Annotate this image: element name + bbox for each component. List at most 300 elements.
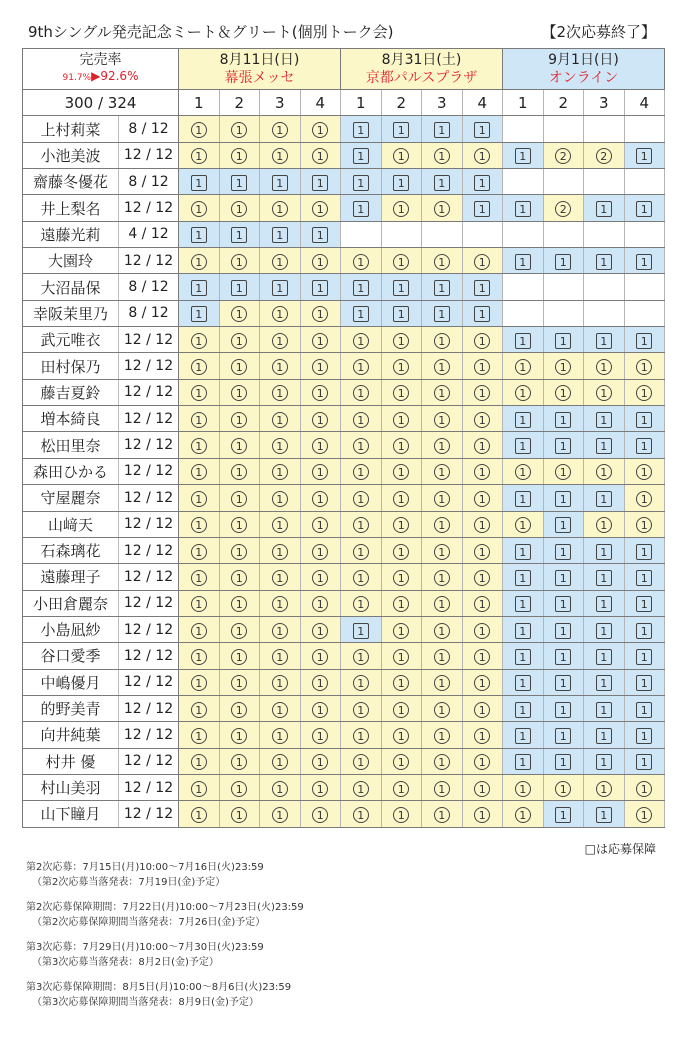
- circled-number-icon: 1: [474, 807, 490, 823]
- slot-cell: [584, 748, 625, 774]
- slot-cell: [260, 379, 301, 405]
- note-subline: （第2次応募保障期間当落発表：7月26日(金)予定）: [32, 916, 266, 928]
- note-line: 第2次応募：7月15日(月)10:00〜7月16日(火)23:59: [26, 862, 264, 873]
- slot-cell: [341, 432, 382, 458]
- member-name: 森田ひかる: [23, 458, 119, 484]
- slot-cell: [503, 406, 544, 432]
- slot-cell: [381, 590, 422, 616]
- slot-cell: [422, 616, 463, 642]
- slot-cell: [300, 537, 341, 563]
- squared-number-icon: 1: [474, 306, 490, 322]
- slot-cell: [543, 142, 584, 168]
- circled-number-icon: 1: [434, 359, 450, 375]
- circled-number-icon: 1: [312, 306, 328, 322]
- slot-cell: [624, 195, 665, 221]
- slot-cell: [341, 406, 382, 432]
- circled-number-icon: 1: [474, 385, 490, 401]
- member-row: [23, 432, 665, 458]
- slot-cell: [219, 643, 260, 669]
- member-name: 谷口愛季: [23, 643, 119, 669]
- circled-number-icon: 1: [231, 333, 247, 349]
- slot-cell: [300, 616, 341, 642]
- slot-cell: [219, 748, 260, 774]
- circled-number-icon: 1: [231, 306, 247, 322]
- circled-number-icon: 1: [434, 201, 450, 217]
- circled-number-icon: 1: [636, 359, 652, 375]
- squared-number-icon: 1: [596, 412, 612, 428]
- circled-number-icon: 1: [555, 385, 571, 401]
- circled-number-icon: 1: [231, 781, 247, 797]
- empty-slot-cell: [422, 221, 463, 247]
- slot-cell: [624, 643, 665, 669]
- slot-cell: [462, 195, 503, 221]
- circled-number-icon: 1: [636, 385, 652, 401]
- circled-number-icon: 1: [312, 702, 328, 718]
- squared-number-icon: 1: [515, 702, 531, 718]
- member-row: [23, 221, 665, 247]
- squared-number-icon: 1: [636, 148, 652, 164]
- slot-cell: [300, 695, 341, 721]
- squared-number-icon: 1: [515, 491, 531, 507]
- event-header-makuhari: [179, 49, 341, 90]
- slot-cell: [462, 643, 503, 669]
- circled-number-icon: 1: [474, 570, 490, 586]
- squared-number-icon: 1: [596, 596, 612, 612]
- circled-number-icon: 1: [353, 412, 369, 428]
- squared-number-icon: 1: [434, 280, 450, 296]
- circled-number-icon: 1: [231, 491, 247, 507]
- slot-cell: [381, 511, 422, 537]
- slot-cell: [462, 485, 503, 511]
- squared-number-icon: 1: [515, 675, 531, 691]
- slot-cell: [381, 669, 422, 695]
- slot-cell: [462, 616, 503, 642]
- slot-cell: [341, 722, 382, 748]
- squared-number-icon: 1: [353, 306, 369, 322]
- squared-number-icon: 1: [596, 254, 612, 270]
- slot-cell: [624, 695, 665, 721]
- slot-cell: [341, 116, 382, 142]
- member-row: [23, 406, 665, 432]
- slot-cell: [341, 169, 382, 195]
- slot-cell: [341, 801, 382, 827]
- slot-cell: [543, 537, 584, 563]
- event-date: 8月11日(日): [219, 52, 300, 68]
- circled-number-icon: 1: [474, 517, 490, 533]
- squared-number-icon: 1: [353, 148, 369, 164]
- member-name: 石森璃花: [23, 537, 119, 563]
- squared-number-icon: 1: [312, 280, 328, 296]
- slot-cell: [624, 432, 665, 458]
- slot-cell: [462, 406, 503, 432]
- circled-number-icon: 1: [515, 807, 531, 823]
- slot-cell: [381, 643, 422, 669]
- member-count: 12 / 12: [119, 406, 179, 432]
- member-row: [23, 327, 665, 353]
- slot-cell: [179, 300, 220, 326]
- slot-cell: [300, 485, 341, 511]
- slot-cell: [341, 274, 382, 300]
- squared-number-icon: 1: [596, 623, 612, 639]
- slot-cell: [179, 353, 220, 379]
- squared-number-icon: 1: [474, 175, 490, 191]
- circled-number-icon: 1: [353, 359, 369, 375]
- circled-number-icon: 1: [515, 359, 531, 375]
- slot-cell: [260, 221, 301, 247]
- slot-cell: [543, 643, 584, 669]
- slot-cell: [624, 379, 665, 405]
- squared-number-icon: 1: [596, 728, 612, 744]
- slot-cell: [341, 537, 382, 563]
- part-number: 1: [503, 90, 544, 116]
- circled-number-icon: 1: [434, 464, 450, 480]
- circled-number-icon: 1: [231, 649, 247, 665]
- squared-number-icon: 1: [474, 122, 490, 138]
- circled-number-icon: 1: [312, 675, 328, 691]
- slot-cell: [381, 616, 422, 642]
- member-name: 的野美青: [23, 695, 119, 721]
- circled-number-icon: 1: [312, 412, 328, 428]
- slot-cell: [341, 643, 382, 669]
- slot-cell: [462, 695, 503, 721]
- slot-cell: [300, 353, 341, 379]
- circled-number-icon: 1: [434, 544, 450, 560]
- slot-cell: [179, 406, 220, 432]
- circled-number-icon: 1: [393, 623, 409, 639]
- circled-number-icon: 1: [272, 306, 288, 322]
- slot-cell: [503, 142, 544, 168]
- squared-number-icon: 1: [636, 201, 652, 217]
- circled-number-icon: 1: [231, 570, 247, 586]
- circled-number-icon: 2: [596, 148, 612, 164]
- circled-number-icon: 1: [272, 570, 288, 586]
- circled-number-icon: 1: [312, 544, 328, 560]
- slot-cell: [462, 669, 503, 695]
- slot-cell: [260, 590, 301, 616]
- slot-cell: [260, 353, 301, 379]
- circled-number-icon: 1: [434, 333, 450, 349]
- circled-number-icon: 1: [312, 570, 328, 586]
- empty-slot-cell: [584, 274, 625, 300]
- slot-cell: [584, 511, 625, 537]
- slot-cell: [584, 432, 625, 458]
- circled-number-icon: 1: [231, 464, 247, 480]
- slot-cell: [422, 748, 463, 774]
- squared-number-icon: 1: [191, 306, 207, 322]
- slot-cell: [341, 300, 382, 326]
- circled-number-icon: 1: [231, 412, 247, 428]
- squared-number-icon: 1: [636, 702, 652, 718]
- empty-slot-cell: [624, 221, 665, 247]
- slot-cell: [503, 564, 544, 590]
- circled-number-icon: 1: [272, 781, 288, 797]
- squared-number-icon: 1: [596, 438, 612, 454]
- slot-cell: [503, 379, 544, 405]
- slot-cell: [543, 353, 584, 379]
- circled-number-icon: 1: [191, 570, 207, 586]
- member-count: 12 / 12: [119, 458, 179, 484]
- circled-number-icon: 1: [393, 517, 409, 533]
- circled-number-icon: 1: [231, 728, 247, 744]
- slot-cell: [179, 379, 220, 405]
- member-count: 12 / 12: [119, 142, 179, 168]
- squared-number-icon: 1: [474, 201, 490, 217]
- event-header-kyoto: [341, 49, 503, 90]
- slot-cell: [341, 511, 382, 537]
- squared-number-icon: 1: [596, 544, 612, 560]
- circled-number-icon: 1: [312, 623, 328, 639]
- legend-text: □は応募保障: [584, 842, 656, 856]
- squared-number-icon: 1: [312, 175, 328, 191]
- slot-cell: [624, 458, 665, 484]
- slot-cell: [422, 327, 463, 353]
- circled-number-icon: 1: [272, 702, 288, 718]
- slot-cell: [179, 432, 220, 458]
- slot-cell: [260, 485, 301, 511]
- circled-number-icon: 1: [393, 754, 409, 770]
- circled-number-icon: 1: [191, 781, 207, 797]
- circled-number-icon: 1: [312, 254, 328, 270]
- squared-number-icon: 1: [596, 702, 612, 718]
- circled-number-icon: 1: [272, 675, 288, 691]
- empty-slot-cell: [341, 221, 382, 247]
- circled-number-icon: 1: [353, 675, 369, 691]
- squared-number-icon: 1: [555, 649, 571, 665]
- squared-number-icon: 1: [515, 754, 531, 770]
- slot-cell: [381, 116, 422, 142]
- slot-cell: [503, 327, 544, 353]
- circled-number-icon: 1: [393, 807, 409, 823]
- slot-cell: [462, 537, 503, 563]
- squared-number-icon: 1: [272, 227, 288, 243]
- slot-cell: [584, 564, 625, 590]
- slot-cell: [543, 774, 584, 800]
- circled-number-icon: 1: [312, 464, 328, 480]
- member-row: [23, 748, 665, 774]
- squared-number-icon: 1: [555, 333, 571, 349]
- slot-cell: [260, 774, 301, 800]
- slot-cell: [624, 353, 665, 379]
- squared-number-icon: 1: [636, 544, 652, 560]
- slot-cell: [300, 300, 341, 326]
- squared-number-icon: 1: [596, 201, 612, 217]
- member-row: [23, 142, 665, 168]
- circled-number-icon: 1: [434, 702, 450, 718]
- squared-number-icon: 1: [596, 649, 612, 665]
- slot-cell: [260, 116, 301, 142]
- slot-cell: [584, 695, 625, 721]
- circled-number-icon: 1: [191, 412, 207, 428]
- slot-cell: [219, 353, 260, 379]
- slot-cell: [462, 722, 503, 748]
- member-count: 12 / 12: [119, 511, 179, 537]
- squared-number-icon: 1: [636, 438, 652, 454]
- circled-number-icon: 1: [434, 781, 450, 797]
- circled-number-icon: 1: [434, 491, 450, 507]
- slot-cell: [341, 485, 382, 511]
- circled-number-icon: 1: [474, 781, 490, 797]
- slot-cell: [624, 485, 665, 511]
- member-row: [23, 169, 665, 195]
- circled-number-icon: 1: [312, 201, 328, 217]
- slot-cell: [381, 406, 422, 432]
- slot-cell: [219, 695, 260, 721]
- circled-number-icon: 1: [312, 754, 328, 770]
- part-number: 4: [624, 90, 665, 116]
- member-row: [23, 485, 665, 511]
- slot-cell: [503, 458, 544, 484]
- squared-number-icon: 1: [636, 675, 652, 691]
- circled-number-icon: 1: [353, 385, 369, 401]
- squared-number-icon: 1: [555, 254, 571, 270]
- slot-cell: [422, 722, 463, 748]
- slot-cell: [422, 248, 463, 274]
- slot-cell: [219, 511, 260, 537]
- circled-number-icon: 1: [353, 517, 369, 533]
- circled-number-icon: 1: [231, 438, 247, 454]
- slot-cell: [462, 142, 503, 168]
- squared-number-icon: 1: [596, 570, 612, 586]
- slot-cell: [584, 195, 625, 221]
- slot-cell: [381, 327, 422, 353]
- slot-cell: [584, 406, 625, 432]
- total-count: 300 / 324: [23, 90, 179, 116]
- slot-cell: [422, 142, 463, 168]
- slot-cell: [179, 669, 220, 695]
- slot-cell: [260, 274, 301, 300]
- slot-cell: [584, 669, 625, 695]
- slot-cell: [381, 695, 422, 721]
- squared-number-icon: 1: [636, 623, 652, 639]
- circled-number-icon: 1: [393, 201, 409, 217]
- circled-number-icon: 1: [474, 675, 490, 691]
- slot-cell: [219, 616, 260, 642]
- circled-number-icon: 1: [312, 438, 328, 454]
- slot-cell: [584, 458, 625, 484]
- member-name: 松田里奈: [23, 432, 119, 458]
- empty-slot-cell: [624, 169, 665, 195]
- member-name: 幸阪茉里乃: [23, 300, 119, 326]
- circled-number-icon: 1: [353, 754, 369, 770]
- slot-cell: [260, 458, 301, 484]
- sellout-rate-value: [23, 69, 178, 86]
- member-count: 12 / 12: [119, 774, 179, 800]
- sales-table: [22, 48, 665, 828]
- circled-number-icon: 1: [474, 728, 490, 744]
- circled-number-icon: 1: [474, 333, 490, 349]
- slot-cell: [219, 722, 260, 748]
- slot-cell: [179, 801, 220, 827]
- squared-number-icon: 1: [555, 623, 571, 639]
- circled-number-icon: 1: [191, 333, 207, 349]
- squared-number-icon: 1: [555, 675, 571, 691]
- part-number: 3: [260, 90, 301, 116]
- slot-cell: [422, 511, 463, 537]
- circled-number-icon: 1: [231, 201, 247, 217]
- part-number: 2: [219, 90, 260, 116]
- slot-cell: [179, 274, 220, 300]
- squared-number-icon: 1: [515, 438, 531, 454]
- member-count: 12 / 12: [119, 643, 179, 669]
- slot-cell: [260, 643, 301, 669]
- slot-cell: [422, 695, 463, 721]
- squared-number-icon: 1: [515, 570, 531, 586]
- note-line: 第3次応募：7月29日(月)10:00〜7月30日(火)23:59: [26, 942, 264, 953]
- squared-number-icon: 1: [231, 175, 247, 191]
- slot-cell: [219, 195, 260, 221]
- slot-cell: [179, 485, 220, 511]
- member-count: 12 / 12: [119, 195, 179, 221]
- slot-cell: [543, 564, 584, 590]
- circled-number-icon: 1: [434, 254, 450, 270]
- empty-slot-cell: [543, 116, 584, 142]
- slot-cell: [462, 274, 503, 300]
- slot-cell: [584, 379, 625, 405]
- slot-cell: [624, 537, 665, 563]
- circled-number-icon: 1: [231, 754, 247, 770]
- squared-number-icon: 1: [636, 570, 652, 586]
- slot-cell: [381, 379, 422, 405]
- circled-number-icon: 1: [353, 254, 369, 270]
- slot-cell: [341, 564, 382, 590]
- circled-number-icon: 1: [515, 781, 531, 797]
- empty-slot-cell: [381, 221, 422, 247]
- slot-cell: [179, 169, 220, 195]
- slot-cell: [381, 485, 422, 511]
- circled-number-icon: 1: [272, 517, 288, 533]
- member-row: [23, 300, 665, 326]
- circled-number-icon: 1: [231, 544, 247, 560]
- member-name: 遠藤理子: [23, 564, 119, 590]
- part-number: 1: [341, 90, 382, 116]
- member-count: 12 / 12: [119, 616, 179, 642]
- slot-cell: [503, 616, 544, 642]
- slot-cell: [219, 590, 260, 616]
- circled-number-icon: 1: [231, 359, 247, 375]
- circled-number-icon: 1: [474, 359, 490, 375]
- slot-cell: [624, 142, 665, 168]
- member-row: [23, 458, 665, 484]
- member-count: 12 / 12: [119, 327, 179, 353]
- slot-cell: [624, 511, 665, 537]
- circled-number-icon: 1: [393, 412, 409, 428]
- circled-number-icon: 1: [393, 570, 409, 586]
- circled-number-icon: 1: [272, 122, 288, 138]
- slot-cell: [543, 327, 584, 353]
- slot-cell: [543, 695, 584, 721]
- slot-cell: [462, 327, 503, 353]
- slot-cell: [341, 748, 382, 774]
- circled-number-icon: 1: [272, 544, 288, 560]
- event-venue: オンライン: [548, 70, 619, 86]
- circled-number-icon: 1: [393, 702, 409, 718]
- circled-number-icon: 1: [393, 596, 409, 612]
- part-number: 2: [543, 90, 584, 116]
- circled-number-icon: 1: [474, 254, 490, 270]
- squared-number-icon: 1: [555, 412, 571, 428]
- slot-cell: [422, 669, 463, 695]
- slot-cell: [381, 748, 422, 774]
- circled-number-icon: 1: [353, 596, 369, 612]
- squared-number-icon: 1: [555, 754, 571, 770]
- circled-number-icon: 1: [312, 385, 328, 401]
- circled-number-icon: 1: [312, 728, 328, 744]
- squared-number-icon: 1: [474, 280, 490, 296]
- slot-cell: [219, 537, 260, 563]
- squared-number-icon: 1: [353, 122, 369, 138]
- squared-number-icon: 1: [636, 333, 652, 349]
- slot-cell: [219, 669, 260, 695]
